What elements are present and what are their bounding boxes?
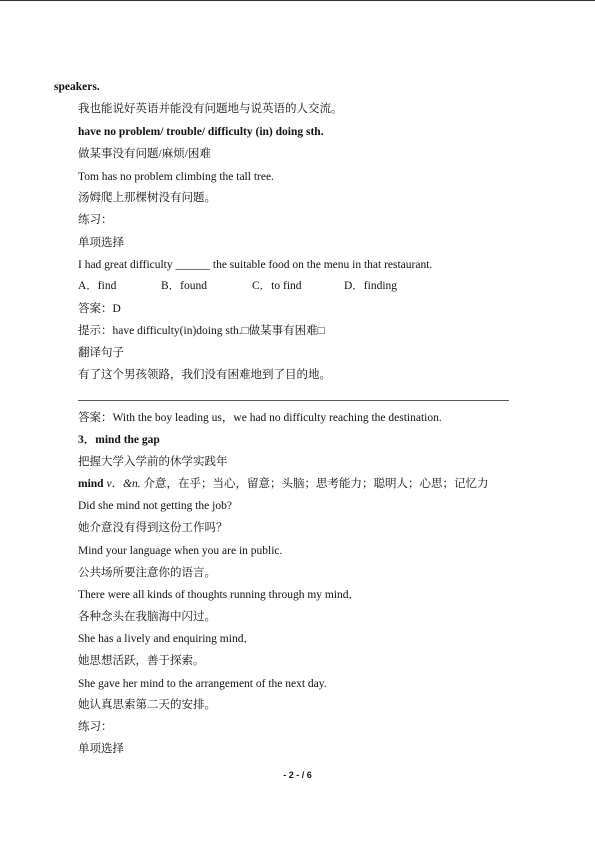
section-meaning: 把握大学入学前的休学实践年 [78, 456, 228, 468]
page-number: - 2 - / 6 [283, 770, 312, 780]
example-sentence: She gave her mind to the arrangement of the next day. [78, 678, 327, 690]
example-sentence: She has a lively and enquiring mind． [78, 633, 255, 645]
question-text: I had great difficulty ______ the suitable food on the menu in that restaurant. [78, 259, 433, 271]
example-sentence: Did she mind not getting the job? [78, 500, 232, 512]
section-heading: 3．mind the gap [78, 434, 160, 446]
answer-line: 答案：D [78, 303, 121, 315]
hint-line: 提示：have difficulty(in)doing sth.□做某事有困难□ [78, 325, 325, 337]
exercise-label: 练习： [78, 214, 113, 226]
choice-d: D．finding [344, 280, 398, 292]
example-translation: 她思想活跃，善于探索。 [78, 655, 205, 667]
translation-line: 我也能说好英语并能没有问题地与说英语的人交流。 [78, 103, 343, 115]
vocab-entry [78, 477, 489, 491]
exercise-label: 练习： [78, 721, 113, 733]
choice-a: A．find [78, 280, 117, 292]
translate-heading: 翻译句子 [78, 347, 124, 359]
choice-b: B．found [161, 280, 207, 292]
example-translation: 汤姆爬上那棵树没有问题。 [78, 192, 216, 204]
vocab-word: mind [78, 478, 104, 490]
phrase-meaning: 做某事没有问题/麻烦/困难 [78, 148, 211, 160]
example-translation: 各种念头在我脑海中闪过。 [78, 611, 216, 623]
top-border [0, 0, 595, 1]
example-translation: 她介意没有得到这份工作吗？ [78, 522, 228, 534]
answer-blank-rule [78, 400, 509, 401]
example-sentence: Tom has no problem climbing the tall tree. [78, 171, 274, 183]
phrase-heading: have no problem/ trouble/ difficulty (in) doing sth. [78, 126, 324, 138]
translate-prompt: 有了这个男孩领路，我们没有困难地到了目的地。 [78, 369, 331, 381]
choice-c: C．to find [252, 280, 302, 292]
vocab-pos: v．&n. [103, 478, 141, 490]
example-sentence: There were all kinds of thoughts running through my mind． [78, 589, 361, 601]
exercise-type: 单项选择 [78, 237, 124, 249]
continued-sentence-end: speakers. [54, 81, 100, 93]
translate-answer: 答案：With the boy leading us，we had no difficulty reaching the destination. [78, 412, 442, 424]
example-sentence: Mind your language when you are in public. [78, 545, 283, 557]
exercise-type: 单项选择 [78, 743, 124, 755]
example-translation: 公共场所要注意你的语言。 [78, 567, 216, 579]
example-translation: 她认真思索第二天的安排。 [78, 699, 216, 711]
vocab-definition: 介意，在乎；当心，留意；头脑；思考能力；聪明人；心思；记忆力 [140, 478, 489, 490]
